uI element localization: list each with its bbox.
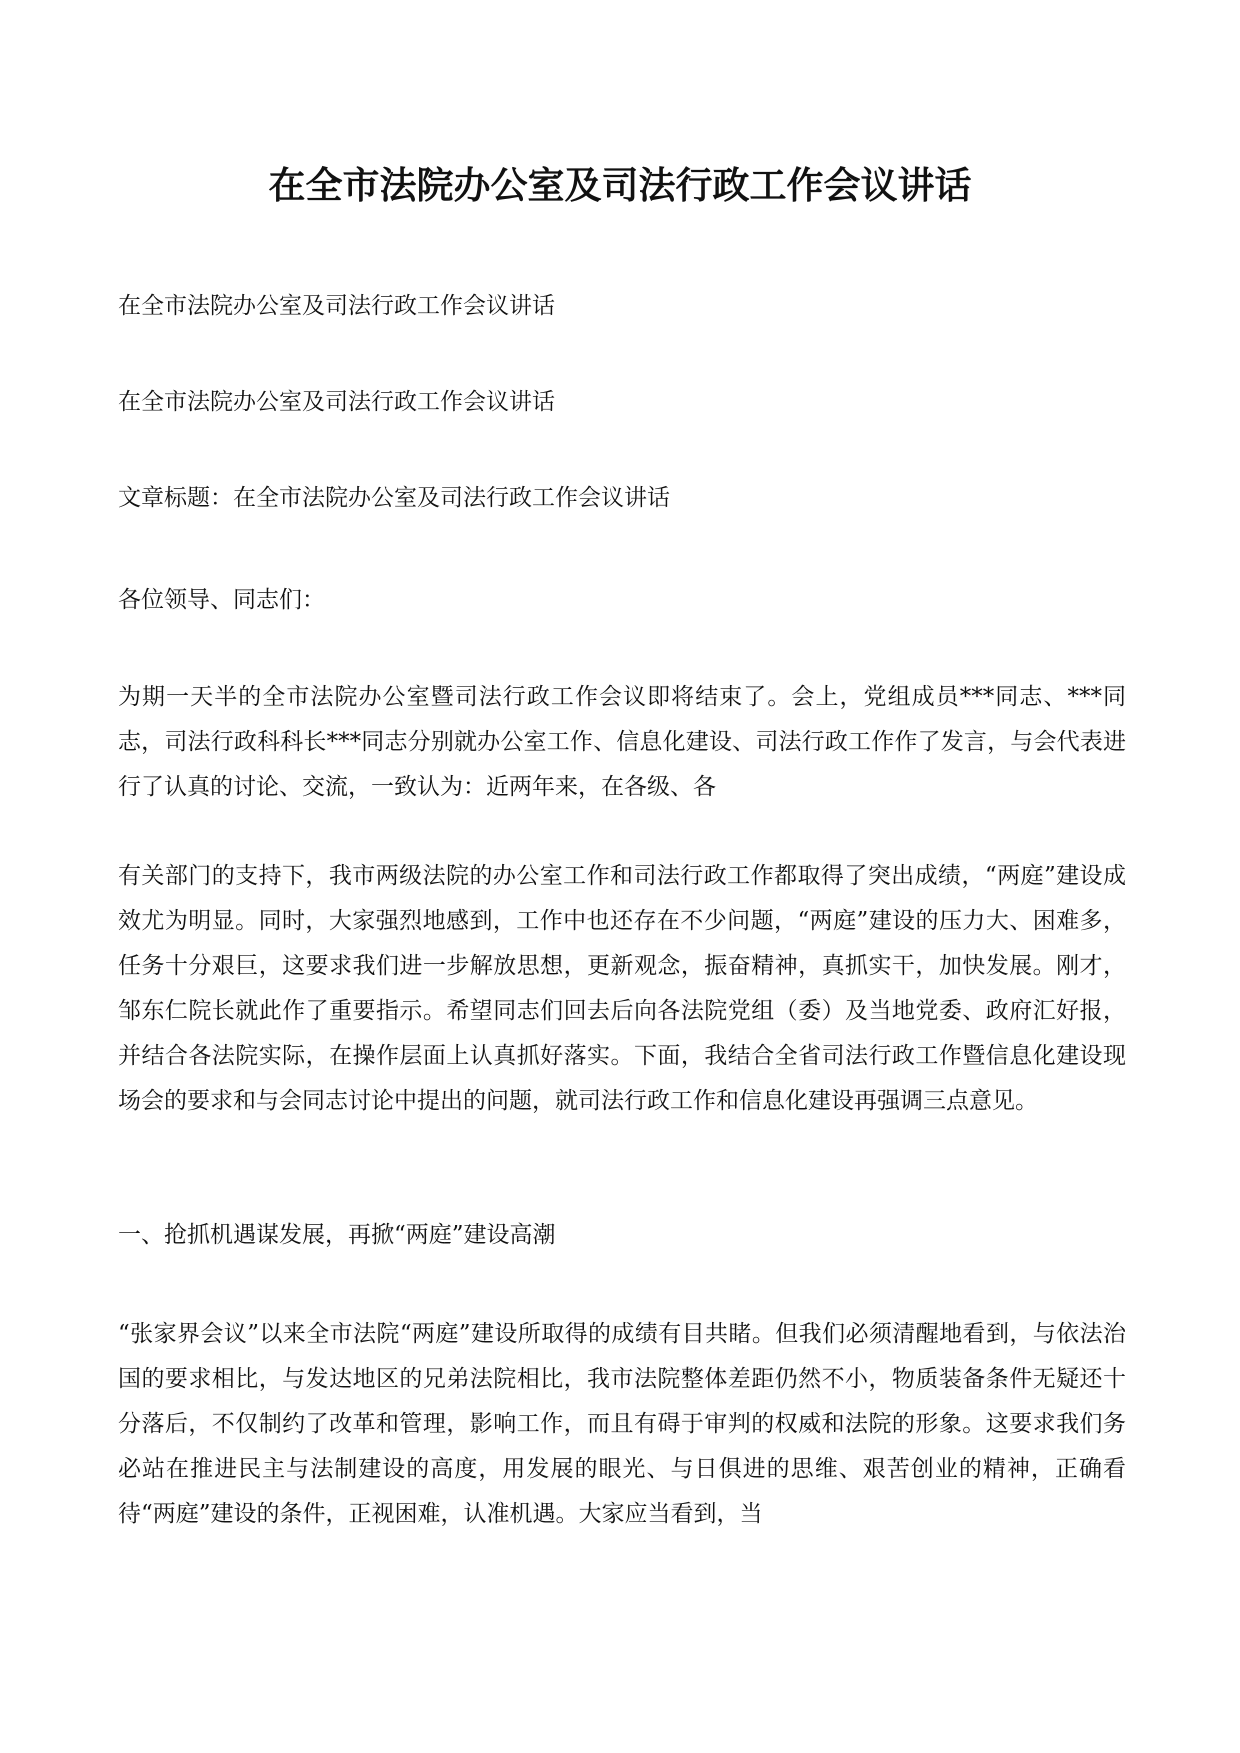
subtitle-line-1: 在全市法院办公室及司法行政工作会议讲话 (118, 293, 555, 319)
subtitle-line-2: 在全市法院办公室及司法行政工作会议讲话 (118, 389, 555, 415)
paragraph-main: 有关部门的支持下，我市两级法院的办公室工作和司法行政工作都取得了突出成绩，“两庭”建设成效尤为明显。同时，大家强烈地感到，工作中也还存在不少问题，“两庭”建设的压力大、困难多，任务十分艰巨，这要求我们进一步解放思想，更新观念，振奋精神，真抓实干，加快发展。刚才，邹东仁院长就此作了重要指示。希望同志们回去后向各法院党组（委）及当地党委、政府汇好报，并结合各法院实际，在操作层面上认真抓好落实。下面，我结合全省司法行政工作暨信息化建设现场会的要求和与会同志讨论中提出的问题，就司法行政工作和信息化建设再强调三点意见。 (118, 863, 1126, 1114)
section-heading-1: 一、抢抓机遇谋发展，再掀“两庭”建设高潮 (118, 1222, 556, 1248)
paragraph-intro: 为期一天半的全市法院办公室暨司法行政工作会议即将结束了。会上，党组成员***同志、***同志，司法行政科科长***同志分别就办公室工作、信息化建设、司法行政工作作了发言，与会代表进行了认真的讨论、交流，一致认为：近两年来，在各级、各 (118, 684, 1126, 800)
paragraph-section-1: “张家界会议”以来全市法院“两庭”建设所取得的成绩有目共睹。但我们必须清醒地看到，与依法治国的要求相比，与发达地区的兄弟法院相比，我市法院整体差距仍然不小，物质装备条件无疑还十分落后，不仅制约了改革和管理，影响工作，而且有碍于审判的权威和法院的形象。这要求我们务必站在推进民主与法制建设的高度，用发展的眼光、与日俱进的思维、艰苦创业的精神，正确看待“两庭”建设的条件，正视困难，认准机遇。大家应当看到，当 (118, 1321, 1126, 1527)
document-title: 在全市法院办公室及司法行政工作会议讲话 (268, 163, 972, 207)
salutation: 各位领导、同志们： (118, 587, 325, 613)
article-title-line: 文章标题：在全市法院办公室及司法行政工作会议讲话 (118, 485, 670, 511)
